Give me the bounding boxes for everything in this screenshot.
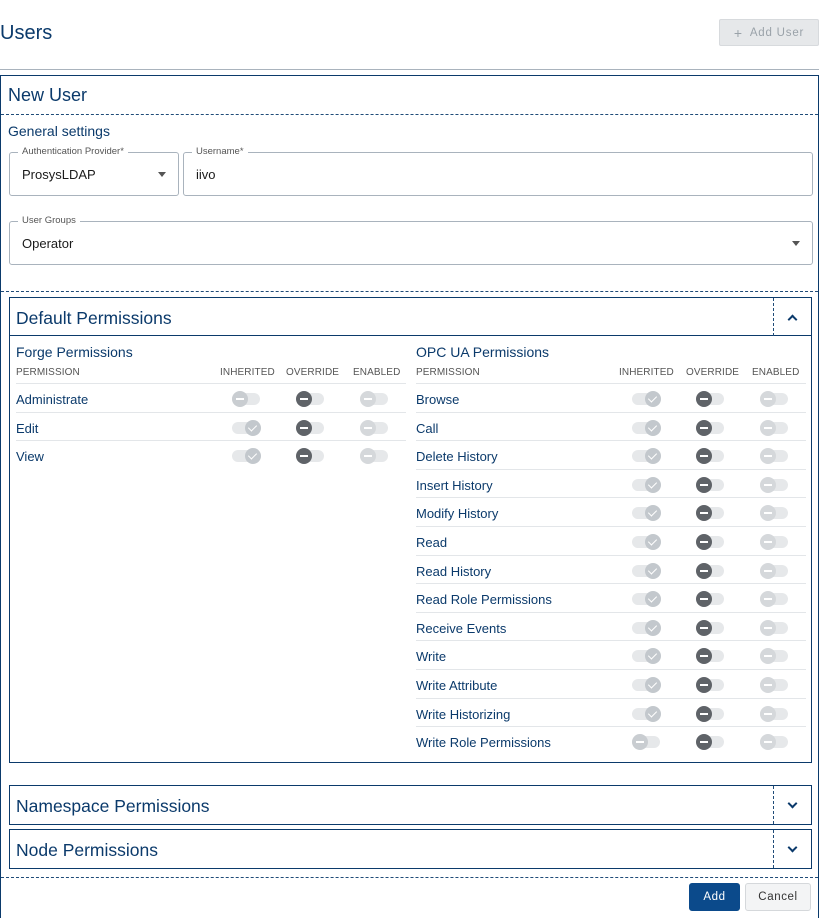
default-permissions-header[interactable]: [10, 298, 811, 336]
opcua-permissions-title: OPC UA Permissions: [416, 344, 550, 360]
user-groups-value: Operator: [22, 236, 74, 251]
override-toggle[interactable]: [296, 422, 324, 434]
auth-provider-value: ProsysLDAP: [22, 167, 96, 182]
inherited-toggle[interactable]: [632, 450, 660, 462]
card-title-divider: [1, 114, 818, 115]
permission-name: Write Historizing: [416, 706, 511, 722]
chevron-down-icon: [788, 798, 798, 808]
override-toggle[interactable]: [696, 650, 724, 662]
minus-icon: [696, 620, 712, 636]
header-divider: [0, 69, 819, 70]
permission-name: View: [16, 449, 44, 465]
inherited-toggle[interactable]: [632, 736, 660, 748]
permission-name: Read Role Permissions: [416, 592, 552, 608]
column-inherited: INHERITED: [220, 367, 275, 378]
check-icon: [245, 448, 261, 464]
new-user-card: [0, 75, 819, 918]
minus-icon: [696, 534, 712, 550]
check-icon: [645, 620, 661, 636]
username-field[interactable]: [183, 146, 813, 196]
user-groups-select[interactable]: [9, 215, 813, 265]
minus-icon: [760, 448, 776, 464]
section-divider: [1, 291, 818, 292]
chevron-down-icon: [788, 842, 798, 852]
permission-row: [416, 612, 806, 641]
auth-provider-select[interactable]: [9, 146, 179, 196]
forge-permissions-title: Forge Permissions: [16, 344, 133, 360]
add-user-button[interactable]: [719, 19, 819, 46]
minus-icon: [760, 648, 776, 664]
check-icon: [645, 591, 661, 607]
permission-row: [416, 555, 806, 584]
expand-toggle[interactable]: [773, 830, 811, 868]
minus-icon: [760, 734, 776, 750]
inherited-toggle[interactable]: [232, 450, 260, 462]
permission-row: [416, 440, 806, 469]
plus-icon: +: [733, 24, 743, 41]
permission-name: Administrate: [16, 392, 89, 407]
username-label: Username*: [192, 146, 248, 158]
card-title: New User: [8, 85, 88, 105]
permission-row: [416, 526, 806, 555]
permission-name: Delete History: [416, 449, 498, 465]
override-toggle[interactable]: [696, 507, 724, 519]
minus-icon: [696, 591, 712, 607]
opcua-table-header: [416, 364, 806, 383]
minus-icon: [696, 477, 712, 493]
override-toggle[interactable]: [696, 708, 724, 720]
permission-row: [16, 383, 406, 412]
minus-icon: [760, 677, 776, 693]
override-toggle[interactable]: [696, 393, 724, 405]
expand-toggle[interactable]: [773, 786, 811, 824]
enabled-toggle[interactable]: [760, 393, 788, 405]
minus-icon: [760, 420, 776, 436]
permission-name: Receive Events: [416, 620, 507, 636]
inherited-toggle[interactable]: [632, 593, 660, 605]
inherited-toggle[interactable]: [232, 422, 260, 434]
override-toggle[interactable]: [696, 450, 724, 462]
override-toggle[interactable]: [296, 450, 324, 462]
enabled-toggle[interactable]: [760, 479, 788, 491]
general-settings-heading: General settings: [8, 123, 110, 139]
enabled-toggle[interactable]: [760, 450, 788, 462]
column-enabled: ENABLED: [752, 367, 800, 378]
default-permissions-title: Default Permissions: [16, 308, 172, 328]
caret-down-icon: [792, 241, 800, 246]
override-toggle[interactable]: [696, 736, 724, 748]
minus-icon: [696, 563, 712, 579]
cancel-button[interactable]: Cancel: [745, 883, 811, 911]
override-toggle[interactable]: [696, 622, 724, 634]
permission-row: [416, 726, 806, 755]
column-inherited: INHERITED: [619, 367, 674, 378]
check-icon: [645, 706, 661, 722]
minus-icon: [696, 677, 712, 693]
permission-row: [16, 440, 406, 469]
collapse-toggle[interactable]: [773, 298, 811, 336]
minus-icon: [360, 448, 376, 464]
enabled-toggle[interactable]: [760, 565, 788, 577]
minus-icon: [760, 534, 776, 550]
minus-icon: [696, 505, 712, 521]
enabled-toggle[interactable]: [760, 736, 788, 748]
add-button[interactable]: Add: [689, 883, 740, 911]
minus-icon: [296, 420, 312, 436]
minus-icon: [760, 563, 776, 579]
namespace-permissions-header[interactable]: [10, 786, 811, 824]
minus-icon: [232, 391, 248, 407]
override-toggle[interactable]: [296, 393, 324, 405]
minus-icon: [696, 648, 712, 664]
override-toggle[interactable]: [696, 422, 724, 434]
username-value: iivo: [196, 167, 216, 182]
permission-row: [416, 412, 806, 441]
permission-row: [416, 383, 806, 412]
check-icon: [645, 534, 661, 550]
column-enabled: ENABLED: [353, 367, 401, 378]
minus-icon: [696, 448, 712, 464]
footer-divider: [1, 877, 818, 878]
permission-row: [416, 497, 806, 526]
namespace-permissions-panel: [9, 785, 812, 825]
inherited-toggle[interactable]: [632, 679, 660, 691]
enabled-toggle[interactable]: [760, 507, 788, 519]
override-toggle[interactable]: [696, 536, 724, 548]
check-icon: [645, 648, 661, 664]
minus-icon: [760, 591, 776, 607]
column-permission: PERMISSION: [16, 367, 80, 378]
minus-icon: [696, 734, 712, 750]
permission-name: Read History: [416, 563, 492, 579]
chevron-up-icon: [788, 314, 798, 324]
permission-name: Read: [416, 534, 448, 550]
inherited-toggle[interactable]: [632, 650, 660, 662]
inherited-toggle[interactable]: [632, 393, 660, 405]
minus-icon: [696, 706, 712, 722]
namespace-permissions-title: Namespace Permissions: [16, 796, 210, 816]
opcua-permissions-table: [416, 344, 806, 755]
column-permission: PERMISSION: [416, 367, 480, 378]
column-override: OVERRIDE: [686, 367, 740, 378]
enabled-toggle[interactable]: [760, 679, 788, 691]
check-icon: [645, 420, 661, 436]
permission-name: Write: [416, 649, 447, 665]
enabled-toggle[interactable]: [760, 593, 788, 605]
minus-icon: [760, 706, 776, 722]
caret-down-icon: [158, 172, 166, 177]
column-override: OVERRIDE: [286, 367, 340, 378]
permission-name: Write Attribute: [416, 677, 498, 693]
add-user-label: Add User: [749, 26, 805, 39]
page-title: Users: [0, 22, 53, 44]
node-permissions-title: Node Permissions: [16, 840, 158, 860]
node-permissions-header[interactable]: [10, 830, 811, 868]
minus-icon: [760, 620, 776, 636]
check-icon: [645, 505, 661, 521]
minus-icon: [696, 391, 712, 407]
forge-table-header: [16, 364, 406, 383]
permission-row: [416, 640, 806, 669]
inherited-toggle[interactable]: [632, 565, 660, 577]
inherited-toggle[interactable]: [632, 507, 660, 519]
enabled-toggle[interactable]: [360, 393, 388, 405]
minus-icon: [632, 734, 648, 750]
check-icon: [645, 563, 661, 579]
permission-row: [16, 412, 406, 441]
minus-icon: [760, 505, 776, 521]
enabled-toggle[interactable]: [360, 422, 388, 434]
inherited-toggle[interactable]: [232, 393, 260, 405]
override-toggle[interactable]: [696, 479, 724, 491]
minus-icon: [696, 420, 712, 436]
permission-row: [416, 669, 806, 698]
permission-name: Edit: [16, 420, 39, 436]
permission-row: [416, 698, 806, 727]
enabled-toggle[interactable]: [760, 708, 788, 720]
default-permissions-panel: [9, 297, 812, 763]
check-icon: [645, 677, 661, 693]
auth-provider-label: Authentication Provider*: [18, 146, 128, 158]
override-toggle[interactable]: [696, 565, 724, 577]
enabled-toggle[interactable]: [360, 450, 388, 462]
minus-icon: [360, 391, 376, 407]
permission-name: Call: [416, 420, 439, 436]
inherited-toggle[interactable]: [632, 536, 660, 548]
inherited-toggle[interactable]: [632, 422, 660, 434]
enabled-toggle[interactable]: [760, 422, 788, 434]
enabled-toggle[interactable]: [760, 622, 788, 634]
inherited-toggle[interactable]: [632, 622, 660, 634]
enabled-toggle[interactable]: [760, 536, 788, 548]
node-permissions-panel: [9, 829, 812, 869]
override-toggle[interactable]: [696, 593, 724, 605]
permission-name: Write Role Permissions: [416, 735, 551, 751]
forge-permissions-table: [16, 344, 406, 469]
minus-icon: [296, 391, 312, 407]
minus-icon: [760, 477, 776, 493]
enabled-toggle[interactable]: [760, 650, 788, 662]
minus-icon: [296, 448, 312, 464]
check-icon: [645, 448, 661, 464]
user-groups-label: User Groups: [18, 215, 80, 227]
inherited-toggle[interactable]: [632, 479, 660, 491]
override-toggle[interactable]: [696, 679, 724, 691]
permission-name: Browse: [416, 392, 460, 407]
permission-row: [416, 469, 806, 498]
permission-name: Modify History: [416, 506, 499, 522]
permission-name: Insert History: [416, 477, 493, 493]
check-icon: [245, 420, 261, 436]
check-icon: [645, 391, 661, 407]
minus-icon: [760, 391, 776, 407]
check-icon: [645, 477, 661, 493]
minus-icon: [360, 420, 376, 436]
inherited-toggle[interactable]: [632, 708, 660, 720]
permission-row: [416, 583, 806, 612]
